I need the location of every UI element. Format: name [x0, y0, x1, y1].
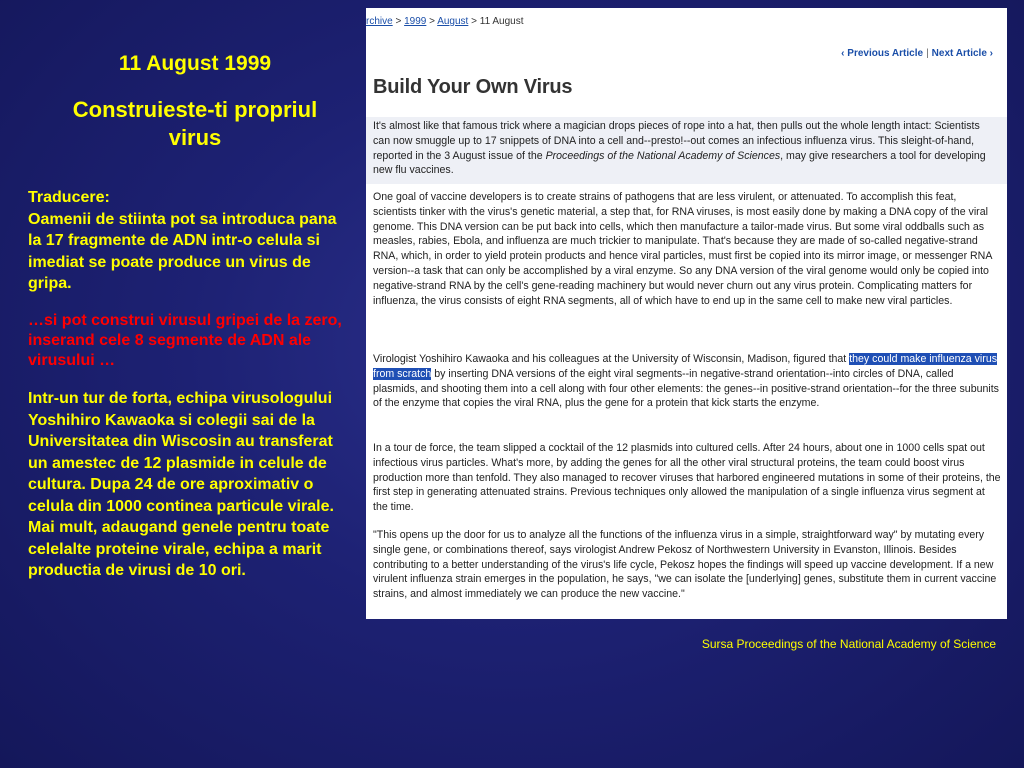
source-credit: Sursa Proceedings of the National Academy of Science: [701, 637, 996, 651]
lead-text: It's almost like that famous trick where a magician drops pieces of rope into a hat, then pulls out the whole length intact: Scientists can now smuggle up to 17 snippets of DNA into a cell and--presto!--out comes an infectious influenza virus. This sleight-of-hand, reported in the 3 August issue of the: [373, 120, 980, 162]
breadcrumb-separator: >: [426, 16, 438, 27]
article-paragraph-1: One goal of vaccine developers is to create strains of pathogens that are less virulent, or attenuated. To accomplish this feat, scientists tinker with the virus's genetic material, a step that, for RNA viruses, is most easily done by making a DNA copy of the viral genome. This DNA version can be put back into cells, which then manufacture a tailor-made virus. But some viral oddballs such as measles, rabies, Ebola, and influenza are much trickier to manipulate. That's because they are made of so-called negative-strand RNA, which, in order to yield protein products and hence viral particles, must first be copied into its mirror image, or messenger RNA version--a task that can only be accomplished by a viral enzyme. So any DNA version of the viral genome would only be copied into negative-strand RNA by the cell's gene-reading machinery but would never churn out any virus protein. Complicating matters for influenza, the virus consists of eight RNA segments, all of which have to end up in the same cell to make new viral particles.: [373, 191, 992, 307]
translation-label: Traducere:: [28, 189, 110, 206]
paragraph-text-end: by inserting DNA versions of the eight viral segments--in negative-strand orientation--into circles of DNA, called plasmids, and shooting them into a cell along with four other elements: the genes--in positive-strand orientation--for the three subunits of the enzyme that copies the viral RNA, plus the gene for a protein that kick starts the enzyme.: [373, 367, 999, 410]
slide-date: 11 August 1999: [118, 52, 272, 75]
highlighted-text: they could make influenza virus from scratch: [373, 353, 998, 380]
breadcrumb-current: 11 August: [479, 16, 524, 27]
pager-separator: |: [926, 48, 929, 59]
article-paragraph-3: In a tour de force, the team slipped a cocktail of the 12 plasmids into cultured cells. After 24 hours, about one in 1000 cells spat out infectious virus particles. What's more, by adding the genes for all the other viral structural proteins, the team could boost virus production more than tenfold. They also managed to recover viruses that harbored engineered mutations in some of their proteins, the first step in generating attenuated strains. Previous techniques only allowed the manipulation of a single influenza virus segment at the time.: [373, 442, 1001, 514]
article-paragraph-4: "This opens up the door for us to analyze all the functions of the influenza virus in a simple, straightforward way" by mutating every single gene, or combinations thereof, says virologist Andrew Pekosz of Northwestern University in Evanston, Illinois. Besides contributing to a better understanding of the virus's life cycle, Pekosz hopes the findings will speed up vaccine development. If a new virulent influenza strain emerges in the population, he says, "we can isolate the [underlying] genes, substitute them in current vaccine strains, and almost immediately we can produce the new vaccine.": [373, 529, 997, 601]
article-screenshot: [366, 8, 1007, 619]
article-pager: [841, 48, 993, 59]
red-note: …si pot construi virusul gripei de la zero, inserand cele 8 segmente de ADN ale virusului …: [28, 312, 342, 369]
translation-text: Oamenii de stiinta pot sa introduca pana la 17 fragmente de ADN intr-o celula si imediat se poate produce un virus de gripa.: [28, 210, 337, 292]
breadcrumb-year-link[interactable]: 1999: [404, 16, 427, 27]
breadcrumb-separator: >: [468, 16, 480, 27]
article-headline: Build Your Own Virus: [373, 76, 573, 98]
breadcrumb-archive-link[interactable]: rchive: [366, 16, 393, 27]
breadcrumb-separator: >: [392, 16, 405, 27]
breadcrumb: [366, 16, 524, 27]
next-article-link[interactable]: Next Article ›: [931, 48, 993, 59]
journal-name: Proceedings of the National Academy of Sciences: [545, 149, 781, 162]
breadcrumb-month-link[interactable]: August: [437, 16, 469, 27]
article-paragraph-2: [373, 352, 1001, 411]
lead-text-end: , may give researchers a tool for developing new flu vaccines.: [373, 149, 986, 177]
article-lead: [366, 117, 1007, 184]
previous-article-link[interactable]: ‹ Previous Article: [841, 48, 924, 59]
slide-title: Construieste-ti propriul virus: [72, 97, 318, 150]
translation-block: [28, 187, 346, 295]
translation-paragraph-2: Intr-un tur de forta, echipa virusologului Yoshihiro Kawaoka si colegii sai de la Universitatea din Wiscosin au transferat un amestec de 12 plasmide in celule de cultura. Dupa 24 de ore aproximativ o celula din 1000 continea particule virale. Mai mult, adaugand genele pentru toate celelalte proteine virale, echipa a marit productia de virusi de 10 ori.: [28, 390, 334, 579]
paragraph-text: Virologist Yoshihiro Kawaoka and his colleagues at the University of Wisconsin, Madison, figured that: [373, 353, 850, 365]
